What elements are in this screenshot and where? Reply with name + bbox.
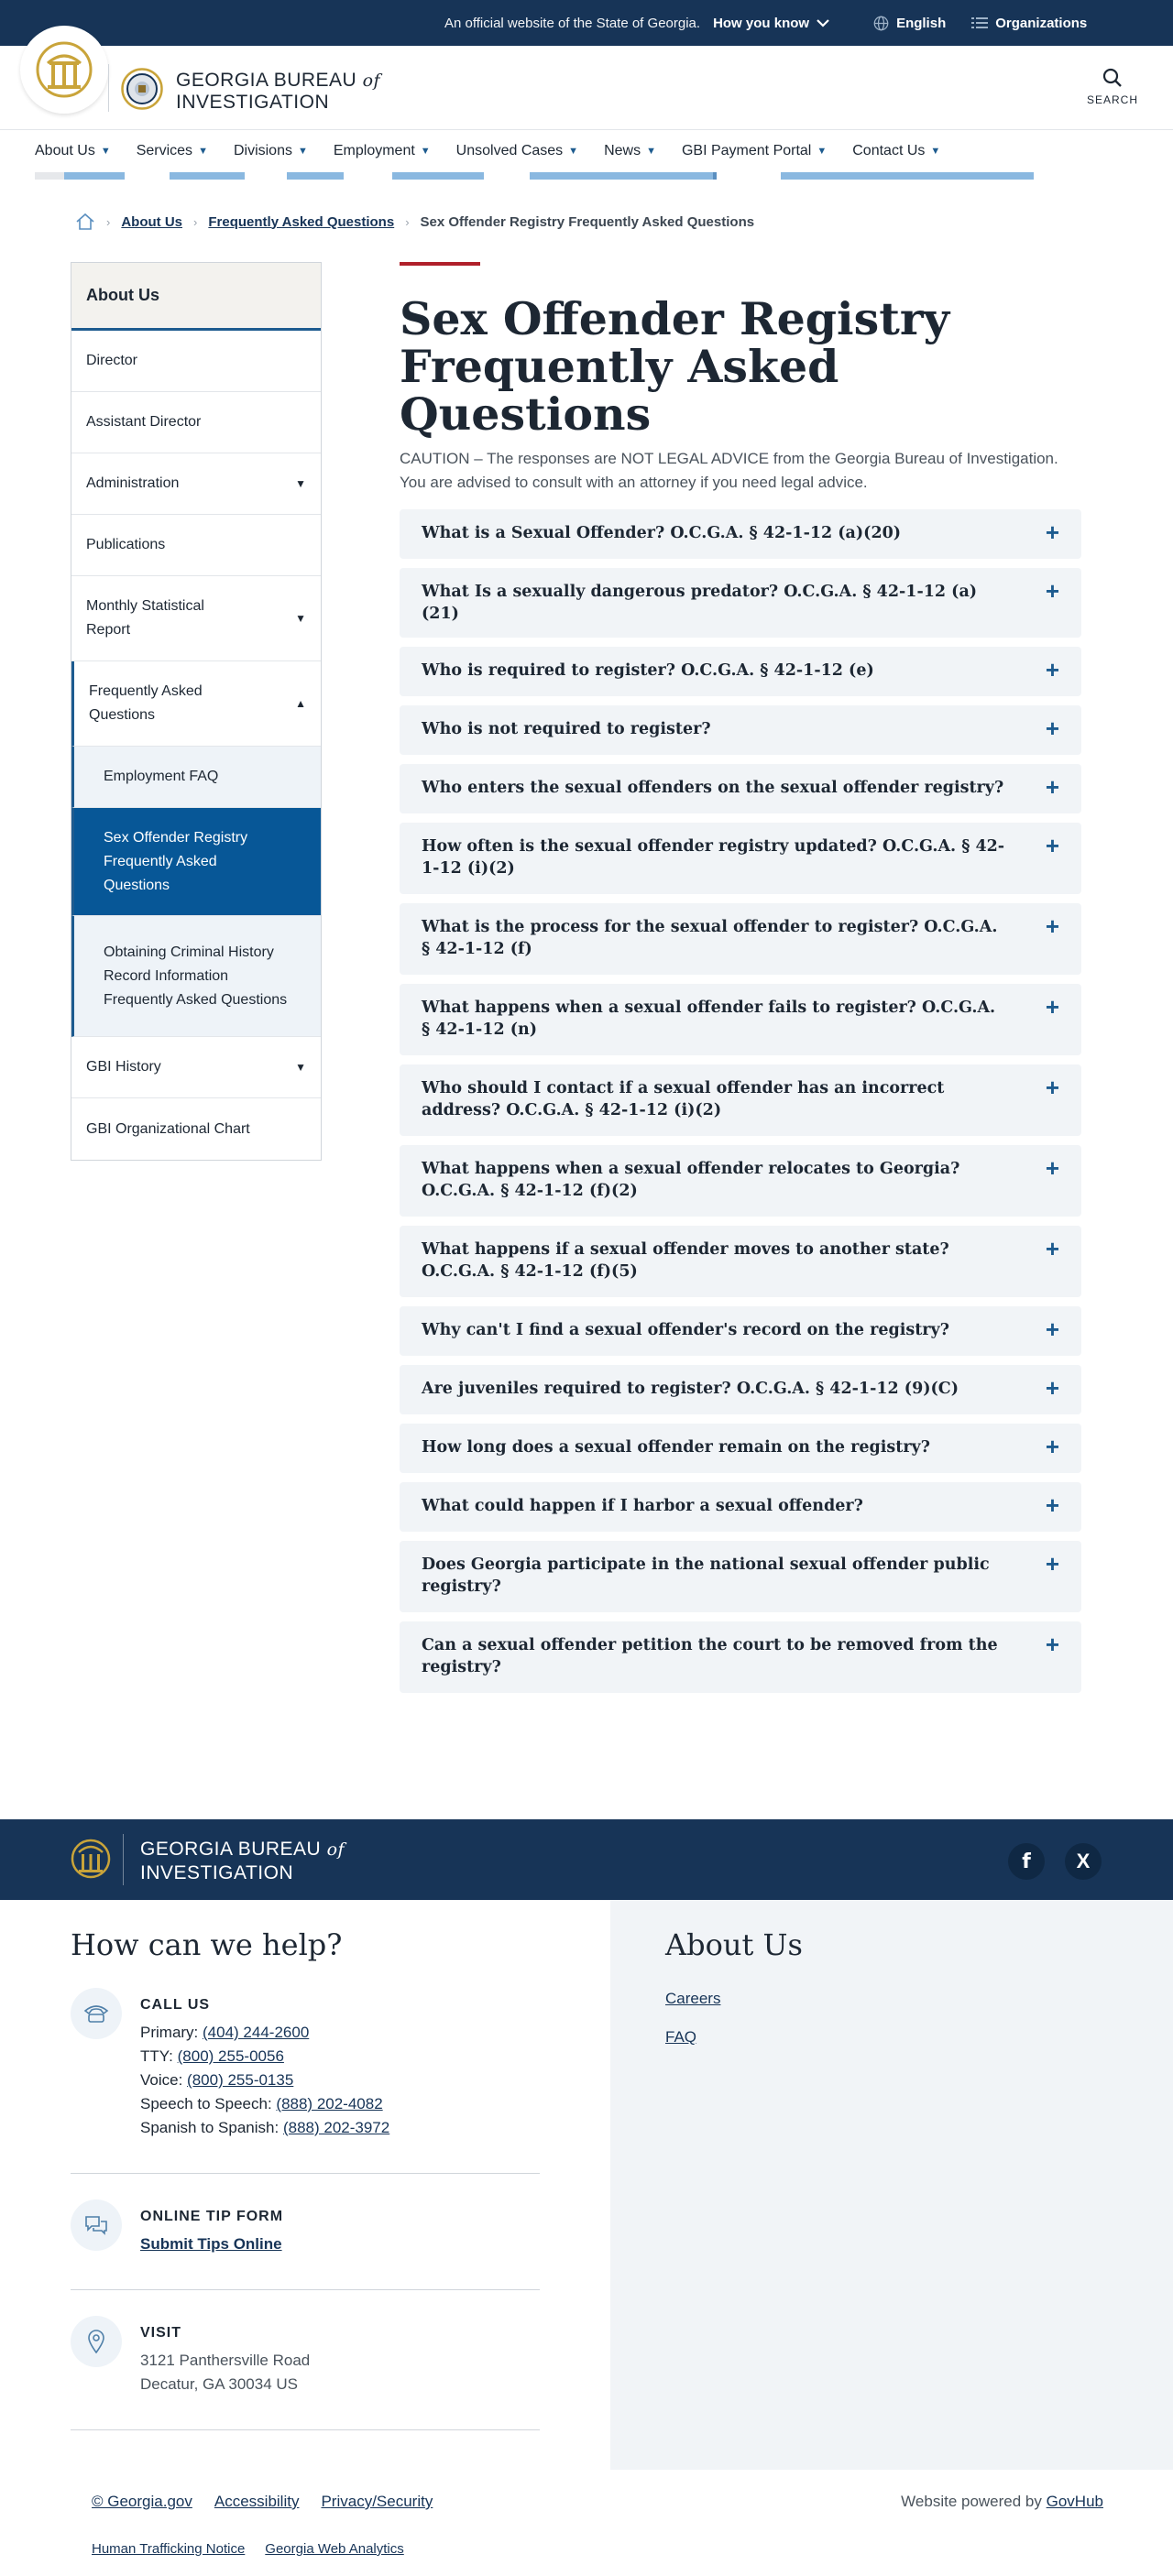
faq-question: Why can't I find a sexual offender's record on the registry?	[422, 1321, 949, 1339]
page-title: Sex Offender Registry Frequently Asked Questions	[400, 292, 950, 441]
globe-icon	[873, 16, 889, 31]
faq-question: What is the process for the sexual offender to register? O.C.G.A. § 42-1-12 (f)	[422, 918, 998, 958]
facebook-icon[interactable]	[1008, 1843, 1045, 1880]
map-pin-icon	[71, 2316, 122, 2367]
faq-accordion-item[interactable]	[400, 1482, 1081, 1532]
footer-brand-of: of	[326, 1839, 345, 1860]
phone-icon	[71, 1988, 122, 2039]
chevron-down-icon[interactable]: ▼	[295, 612, 306, 625]
chevron-down-icon: ▼	[930, 146, 941, 157]
plus-icon[interactable]: +	[1045, 1491, 1059, 1519]
faq-accordion-item[interactable]	[400, 1621, 1081, 1693]
nav-highlight-bar	[392, 172, 484, 180]
plus-icon[interactable]: +	[1045, 656, 1059, 683]
faq-accordion-item[interactable]	[400, 1541, 1081, 1612]
official-text: An official website of the State of Georgia.	[444, 15, 701, 31]
sidebar-item-org-chart[interactable]	[71, 1098, 321, 1160]
footer-bottom	[0, 2470, 1173, 2576]
faq-accordion-item[interactable]	[400, 823, 1081, 894]
language-label: English	[896, 15, 947, 31]
site-brand[interactable]	[176, 70, 380, 114]
faq-accordion-item[interactable]	[400, 903, 1081, 975]
sidebar-item-label: GBI History	[86, 1059, 161, 1075]
accessibility-link[interactable]: Accessibility	[214, 2493, 300, 2510]
powered-by-label: Website powered by	[901, 2493, 1042, 2510]
chevron-down-icon: ▼	[297, 146, 308, 157]
nav-item-divisions[interactable]	[234, 143, 308, 159]
facebook-glyph: f	[1022, 1850, 1031, 1873]
main-nav	[0, 130, 1173, 185]
sidebar-item-label: Sex Offender Registry Frequently Asked Questions	[104, 829, 248, 893]
voice-label: Voice:	[140, 2071, 183, 2089]
faq-accordion-item[interactable]	[400, 1306, 1081, 1356]
organizations-label: Organizations	[995, 15, 1088, 31]
sidebar-item-label: Obtaining Criminal History Record Information Frequently Asked Questions	[104, 944, 288, 1008]
plus-icon[interactable]: +	[1045, 773, 1059, 801]
footer-brand[interactable]	[140, 1838, 345, 1884]
official-banner	[0, 0, 1173, 46]
sidebar-item-label: Publications	[86, 537, 166, 552]
home-icon[interactable]	[75, 213, 95, 231]
plus-icon[interactable]: +	[1045, 912, 1059, 940]
brand-line2: INVESTIGATION	[176, 92, 330, 113]
faq-accordion-item[interactable]	[400, 647, 1081, 696]
chevron-down-icon: ▼	[568, 146, 579, 157]
sidebar-item-label: Assistant Director	[86, 414, 202, 430]
sidebar-item-faq[interactable]	[71, 661, 321, 747]
visit-title: VISIT	[140, 2325, 182, 2341]
tip-form-block	[71, 2199, 540, 2290]
faq-question: How often is the sexual offender registry updated? O.C.G.A. § 42-1-12 (i)(2)	[422, 837, 1005, 878]
tip-form-title: ONLINE TIP FORM	[140, 2209, 284, 2224]
chevron-right-icon: ›	[193, 214, 198, 229]
plus-icon[interactable]: +	[1045, 1154, 1059, 1182]
faq-accordion-item[interactable]	[400, 984, 1081, 1055]
faq-accordion-item[interactable]	[400, 1365, 1081, 1414]
nav-highlight-bar	[287, 172, 344, 180]
breadcrumb-about-us[interactable]: About Us	[121, 213, 183, 230]
address-line1: 3121 Panthersville Road	[140, 2352, 311, 2369]
web-analytics-link[interactable]: Georgia Web Analytics	[265, 2541, 404, 2557]
nav-item-employment[interactable]	[334, 143, 431, 159]
footer-brand-line1: GEORGIA BUREAU	[140, 1839, 322, 1860]
nav-highlight-bar	[170, 172, 245, 180]
sidebar-subitem-criminal-history-faq[interactable]	[71, 916, 321, 1037]
chevron-down-icon[interactable]: ▼	[295, 1061, 306, 1074]
plus-icon[interactable]: +	[1045, 993, 1059, 1021]
help-section	[0, 1900, 610, 2470]
faq-question: What is a Sexual Offender? O.C.G.A. § 42-1-12 (a)(20)	[422, 524, 902, 542]
chevron-right-icon: ›	[106, 214, 111, 229]
plus-icon[interactable]: +	[1045, 1315, 1059, 1343]
title-accent-rule	[400, 262, 480, 266]
nav-highlight-bar	[35, 172, 64, 180]
plus-icon[interactable]: +	[1045, 1550, 1059, 1577]
faq-question: Who enters the sexual offenders on the sexual offender registry?	[422, 779, 1004, 797]
address-line2: Decatur, GA 30034 US	[140, 2375, 298, 2393]
trafficking-notice-link[interactable]: Human Trafficking Notice	[92, 2541, 246, 2557]
sidebar-item-gbi-history[interactable]	[71, 1037, 321, 1098]
faq-link[interactable]: FAQ	[665, 2028, 697, 2046]
search-label: SEARCH	[1086, 93, 1138, 106]
list-icon	[971, 16, 988, 29]
georgia-seal-icon[interactable]	[71, 1836, 111, 1882]
sidebar-item-label: Administration	[86, 475, 180, 491]
sidebar-item-label: Monthly Statistical Report	[86, 598, 204, 638]
tty-label: TTY:	[140, 2047, 173, 2065]
sidebar-subitem-employment-faq[interactable]	[71, 747, 321, 808]
sidebar-heading[interactable]: About Us	[71, 263, 321, 331]
faq-question: What happens if a sexual offender moves to another state? O.C.G.A. § 42-1-12 (f)(5)	[422, 1240, 949, 1281]
georgia-seal-icon	[36, 41, 93, 98]
search-icon	[1102, 68, 1123, 88]
breadcrumb-current: Sex Offender Registry Frequently Asked Questions	[420, 213, 755, 230]
sidebar-subitem-sex-offender-faq[interactable]	[71, 808, 321, 916]
chevron-down-icon[interactable]: ▼	[295, 477, 306, 490]
faq-accordion-item[interactable]	[400, 1424, 1081, 1473]
georgia-seal-logo[interactable]	[20, 26, 108, 114]
chevron-down-icon: ▼	[646, 146, 656, 157]
chevron-up-icon[interactable]: ▲	[295, 697, 306, 710]
sidebar-item-label: Director	[86, 353, 138, 368]
main-area	[0, 262, 1173, 1702]
nav-label: News	[604, 143, 641, 158]
faq-question: What Is a sexually dangerous predator? O.C.G.A. § 42-1-12 (a)(21)	[422, 583, 978, 623]
privacy-link[interactable]: Privacy/Security	[321, 2493, 433, 2510]
plus-icon[interactable]: +	[1045, 1374, 1059, 1402]
footer-main	[0, 1900, 1173, 2470]
side-navigation	[71, 262, 322, 1161]
voice-phone-link[interactable]: (800) 255-0135	[187, 2071, 294, 2089]
how-you-know-label: How you know	[713, 15, 810, 31]
chevron-down-icon: ▼	[198, 146, 208, 157]
faq-question: What happens when a sexual offender fails to register? O.C.G.A. § 42-1-12 (n)	[422, 999, 996, 1039]
plus-icon[interactable]: +	[1045, 1074, 1059, 1101]
faq-accordion-item[interactable]	[400, 568, 1081, 638]
faq-question: What happens when a sexual offender relocates to Georgia? O.C.G.A. § 42-1-12 (f)(2)	[422, 1160, 960, 1200]
chevron-down-icon: ▼	[420, 146, 431, 157]
brand-of: of	[362, 71, 381, 91]
powered-by	[901, 2493, 1103, 2511]
call-us-block	[71, 1988, 540, 2174]
speech-phone-link[interactable]: (888) 202-4082	[276, 2095, 383, 2112]
footer-about-section	[610, 1900, 1173, 2470]
georgia-gov-link[interactable]: © Georgia.gov	[92, 2493, 192, 2510]
chevron-down-icon	[817, 18, 829, 27]
faq-question: Can a sexual offender petition the court to be removed from the registry?	[422, 1636, 998, 1676]
nav-label: About Us	[35, 143, 95, 158]
x-twitter-icon[interactable]	[1065, 1843, 1102, 1880]
nav-label: GBI Payment Portal	[681, 143, 812, 158]
nav-item-unsolved-cases[interactable]	[456, 143, 578, 159]
footer-brand-line2: INVESTIGATION	[140, 1862, 294, 1883]
plus-icon[interactable]: +	[1045, 1631, 1059, 1658]
spanish-label: Spanish to Spanish:	[140, 2119, 280, 2136]
govhub-link[interactable]: GovHub	[1046, 2493, 1103, 2510]
plus-icon[interactable]: +	[1045, 1235, 1059, 1262]
sidebar-item-assistant-director[interactable]	[71, 392, 321, 453]
sidebar-item-director[interactable]	[71, 331, 321, 392]
faq-accordion-item[interactable]	[400, 509, 1081, 559]
chevron-down-icon: ▼	[817, 146, 828, 157]
plus-icon[interactable]: +	[1045, 577, 1059, 605]
gbi-badge-icon[interactable]	[121, 68, 163, 110]
plus-icon[interactable]: +	[1045, 1433, 1059, 1460]
faq-question: How long does a sexual offender remain on the registry?	[422, 1438, 930, 1457]
chevron-down-icon: ▼	[100, 146, 111, 157]
faq-question: Does Georgia participate in the national sexual offender public registry?	[422, 1555, 990, 1596]
careers-link[interactable]: Careers	[665, 1990, 721, 2007]
visit-block	[71, 2316, 540, 2430]
chat-bubbles-icon	[71, 2199, 122, 2251]
brand-line1: GEORGIA BUREAU	[176, 70, 357, 91]
nav-label: Services	[136, 143, 193, 158]
nav-item-contact-us[interactable]	[852, 143, 940, 159]
nav-label: Contact Us	[852, 143, 926, 158]
primary-phone-link[interactable]: (404) 244-2600	[203, 2024, 310, 2041]
primary-label: Primary:	[140, 2024, 199, 2041]
faq-question: What could happen if I harbor a sexual offender?	[422, 1497, 863, 1515]
nav-item-news[interactable]	[604, 143, 656, 159]
faq-question: Who is required to register? O.C.G.A. § 42-1-12 (e)	[422, 661, 874, 680]
sidebar-item-label: Employment FAQ	[104, 769, 219, 784]
faq-accordion-item[interactable]	[400, 1226, 1081, 1297]
nav-label: Employment	[333, 143, 415, 158]
tty-phone-link[interactable]: (800) 255-0056	[177, 2047, 284, 2065]
faq-question: Are juveniles required to register? O.C.G.A. § 42-1-12 (9)(C)	[422, 1380, 959, 1398]
footer-brand-band	[0, 1819, 1173, 1900]
nav-highlight-bar	[781, 172, 1034, 180]
plus-icon[interactable]: +	[1045, 715, 1059, 742]
faq-accordion-item[interactable]	[400, 1145, 1081, 1217]
sidebar-item-administration[interactable]	[71, 453, 321, 515]
sidebar-item-monthly-report[interactable]	[71, 576, 321, 661]
nav-highlight-bar	[64, 172, 125, 180]
breadcrumb-faq[interactable]: Frequently Asked Questions	[208, 213, 395, 230]
language-selector[interactable]	[873, 16, 946, 31]
faq-accordion-item[interactable]	[400, 1064, 1081, 1136]
footer-about-title: About Us	[665, 1927, 803, 1962]
speech-label: Speech to Speech:	[140, 2095, 272, 2112]
breadcrumb	[0, 213, 1173, 231]
faq-question: Who is not required to register?	[422, 720, 711, 738]
legal-caution: CAUTION – The responses are NOT LEGAL ADVICE from the Georgia Bureau of Investigation. You are advised to consult with an attorney if you need legal advice.	[400, 450, 1058, 491]
faq-question: Who should I contact if a sexual offender has an incorrect address? O.C.G.A. § 42-1-12 (i)(2)	[422, 1079, 945, 1119]
footer-divider	[123, 1834, 124, 1885]
chevron-right-icon: ›	[405, 214, 410, 229]
sidebar-item-publications[interactable]	[71, 515, 321, 576]
nav-item-payment-portal[interactable]	[682, 143, 827, 159]
spanish-phone-link[interactable]: (888) 202-3972	[282, 2119, 390, 2136]
nav-highlight-bar	[713, 172, 717, 180]
submit-tips-link[interactable]: Submit Tips Online	[140, 2235, 282, 2253]
main-content	[400, 262, 1081, 1702]
nav-label: Divisions	[233, 143, 292, 158]
plus-icon[interactable]: +	[1045, 832, 1059, 859]
call-us-title: CALL US	[140, 1997, 211, 2013]
site-header	[0, 46, 1173, 130]
search-button[interactable]	[1087, 68, 1138, 106]
help-title: How can we help?	[71, 1927, 343, 1962]
organizations-menu[interactable]	[971, 16, 1087, 31]
nav-highlight-bar	[530, 172, 713, 180]
faq-accordion-item[interactable]	[400, 764, 1081, 813]
sidebar-item-label: GBI Organizational Chart	[86, 1120, 250, 1137]
x-glyph: X	[1076, 1850, 1091, 1872]
faq-accordion-item[interactable]	[400, 705, 1081, 755]
nav-item-services[interactable]	[137, 143, 208, 159]
nav-item-about-us[interactable]	[35, 143, 111, 159]
sidebar-item-label: Frequently Asked Questions	[89, 683, 203, 723]
nav-label: Unsolved Cases	[455, 143, 564, 158]
header-divider	[108, 64, 109, 112]
plus-icon[interactable]: +	[1045, 518, 1059, 546]
how-you-know-toggle[interactable]	[713, 16, 829, 31]
